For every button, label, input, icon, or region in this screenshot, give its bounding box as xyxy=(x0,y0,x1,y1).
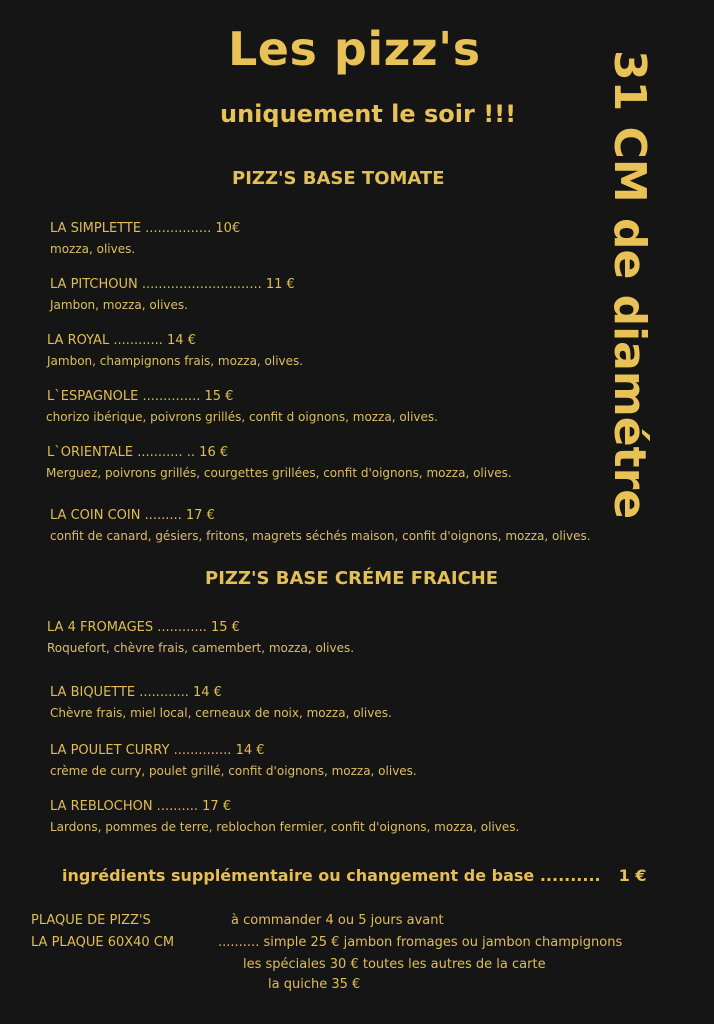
menu-item-desc: confit de canard, gésiers, fritons, magrets séchés maison, confit d'oignons, mozza, olives. xyxy=(50,529,591,543)
menu-item-name: LA REBLOCHON .......... 17 € xyxy=(50,799,232,814)
menu-item-name: LA COIN COIN ......... 17 € xyxy=(50,508,215,523)
menu-item-desc: mozza, olives. xyxy=(50,242,136,256)
menu-item-desc: Jambon, mozza, olives. xyxy=(50,298,188,312)
menu-item-desc: Lardons, pommes de terre, reblochon fermier, confit d'oignons, mozza, olives. xyxy=(50,820,520,834)
plaque-price-simple: .......... simple 25 € jambon fromages ou jambon champignons xyxy=(218,935,623,950)
extras-line xyxy=(62,866,646,885)
menu-item-name: LA SIMPLETTE ................ 10€ xyxy=(50,221,241,236)
extras-price: 1 € xyxy=(618,866,647,885)
menu-item-name: L`ORIENTALE ........... .. 16 € xyxy=(47,445,229,460)
menu-item-desc: chorizo ibérique, poivrons grillés, confit d oignons, mozza, olives. xyxy=(46,410,438,424)
menu-item-desc: Jambon, champignons frais, mozza, olives. xyxy=(47,354,304,368)
menu-item-name: L`ESPAGNOLE .............. 15 € xyxy=(47,389,234,404)
menu-item-desc: Merguez, poivrons grillés, courgettes grillées, confit d'oignons, mozza, olives. xyxy=(46,466,512,480)
menu-item-name: LA POULET CURRY .............. 14 € xyxy=(50,743,265,758)
menu-item-name: LA BIQUETTE ............ 14 € xyxy=(50,685,222,700)
menu-item-desc: Roquefort, chèvre frais, camembert, mozza, olives. xyxy=(47,641,355,655)
diameter-note: 31 CM de diamétre xyxy=(604,50,655,520)
plaque-order-note: à commander 4 ou 5 jours avant xyxy=(231,913,444,928)
plaque-size-label: LA PLAQUE 60X40 CM xyxy=(31,935,175,950)
plaque-price-speciales: les spéciales 30 € toutes les autres de la carte xyxy=(243,957,546,972)
menu-item-name: LA 4 FROMAGES ............ 15 € xyxy=(47,620,240,635)
menu-title: Les pizz's xyxy=(228,22,481,76)
menu-item-desc: crème de curry, poulet grillé, confit d'oignons, mozza, olives. xyxy=(50,764,417,778)
section-title-creme: PIZZ'S BASE CRÉME FRAICHE xyxy=(205,568,499,589)
extras-label: ingrédients supplémentaire ou changement de base .......... xyxy=(62,866,601,885)
plaque-title: PLAQUE DE PIZZ'S xyxy=(31,913,151,928)
menu-item-name: LA ROYAL ............ 14 € xyxy=(47,333,196,348)
menu-item-desc: Chèvre frais, miel local, cerneaux de noix, mozza, olives. xyxy=(50,706,392,720)
menu-subtitle: uniquement le soir !!! xyxy=(220,100,517,128)
menu-item-name: LA PITCHOUN ............................. 11 € xyxy=(50,277,295,292)
plaque-price-quiche: la quiche 35 € xyxy=(268,977,361,992)
section-title-tomate: PIZZ'S BASE TOMATE xyxy=(232,168,445,189)
